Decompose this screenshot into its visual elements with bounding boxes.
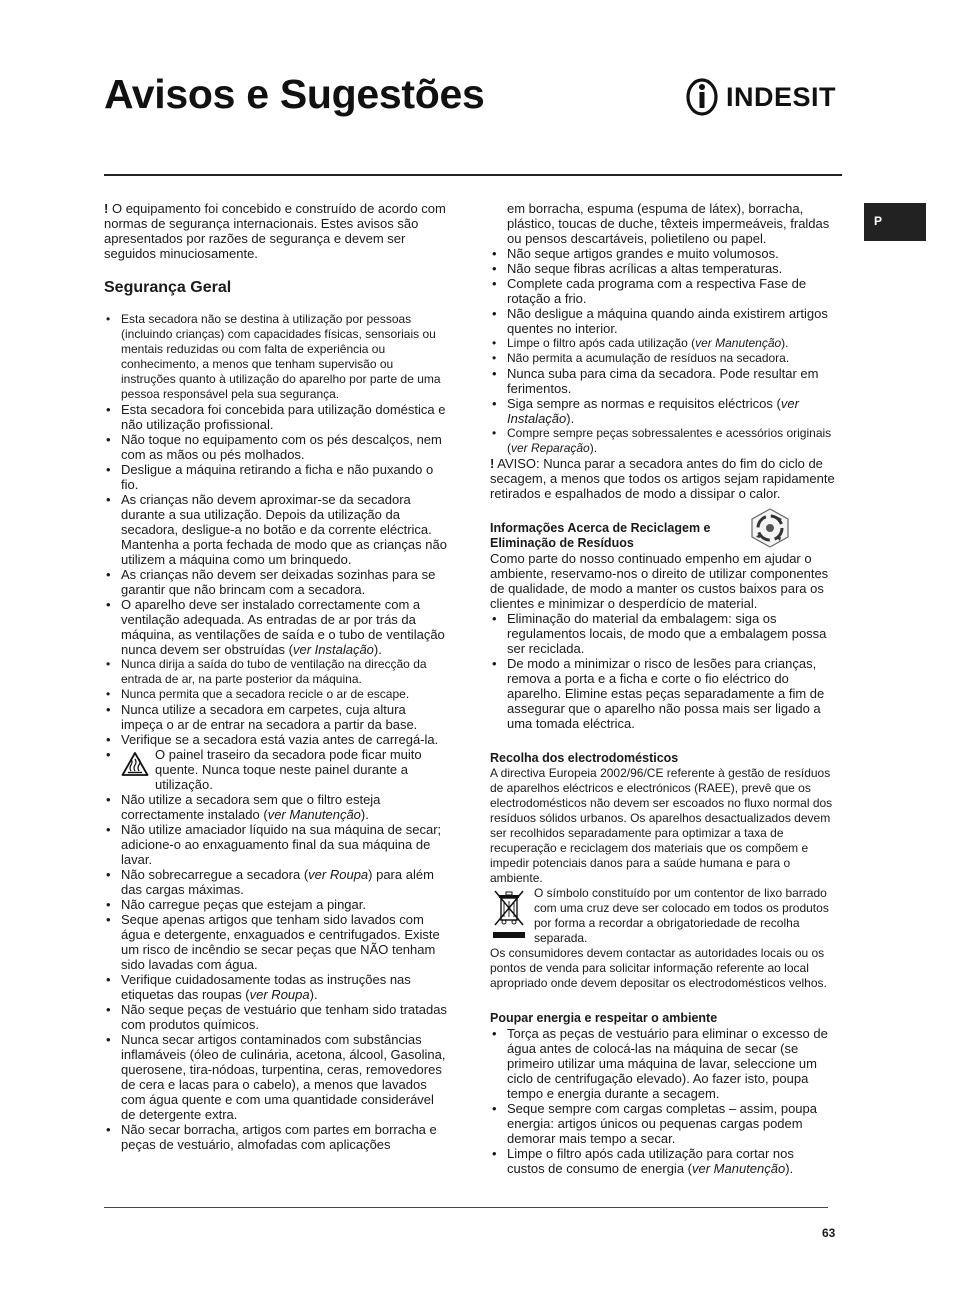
list-item: • Nunca dirija a saída do tubo de ventilação na direcção da entrada de ar, na parte posterior da máquina. [104, 657, 449, 687]
language-tab [864, 203, 926, 241]
indesit-logo-icon [684, 76, 724, 118]
cross-reference: ver Instalação [292, 642, 374, 657]
list-item: • As crianças não devem aproximar-se da secadora durante a sua utilização. Depois da utilização da secadora, desligue-a no botão e da corrente eléctrica. Mantenha a porta fechada de modo que as crianças não utilizem a máquina como um brinquedo. [104, 492, 449, 567]
list-item: • Torça as peças de vestuário para eliminar o excesso de água antes de colocá-las na máquina de secar (se primeiro utilizar uma máquina de lavar, seleccione um ciclo de centrifugação elevado). Ao fazer isto, poupa tempo e energia durante a secagem. [490, 1026, 835, 1101]
intro-paragraph [104, 201, 449, 261]
list-item [104, 747, 449, 792]
right-column [490, 201, 835, 1176]
recycling-list [490, 611, 835, 731]
list-item: • Siga sempre as normas e requisitos eléctricos (ver Instalação). [490, 396, 835, 426]
energy-heading: Poupar energia e respeitar o ambiente [490, 1011, 718, 1025]
recycling-text: Como parte do nosso continuado empenho em ajudar o ambiente, reservamo-nos o direito de utilizar componentes de qualidade, de modo a manter os custos baixos para os clientes e minimizar o desperdício de material. [490, 551, 829, 611]
list-item: • Nunca suba para cima da secadora. Pode resultar em ferimentos. [490, 366, 835, 396]
weee-symbol-row [490, 886, 835, 946]
safety-list [104, 312, 449, 1152]
list-item: • Não permita a acumulação de resíduos na secadora. [490, 351, 835, 366]
brand-logo [684, 76, 844, 118]
list-item: • Não sobrecarregue a secadora (ver Roupa) para além das cargas máximas. [104, 867, 449, 897]
list-item-continuation: em borracha, espuma (espuma de látex), borracha, plástico, toucas de duche, têxteis impermeáveis, fraldas ou pensos descartáveis, polietileno ou papel. [507, 201, 830, 246]
list-item: • Seque sempre com cargas completas – assim, poupa energia: artigos únicos ou pequenas cargas podem demorar mais tempo a secar. [490, 1101, 835, 1146]
list-item: • Esta secadora não se destina à utilização por pessoas (incluindo crianças) com capacidades físicas, sensoriais ou mentais reduzidas ou com falta de experiência ou conhecimento, a menos que tenham supervisão ou instruções quanto à utilização do aparelho por parte de uma pessoa responsável pela sua segurança. [104, 312, 449, 402]
list-item: • Complete cada programa com a respectiva Fase de rotação a frio. [490, 276, 835, 306]
left-column [104, 201, 449, 1152]
list-item: • Não seque fibras acrílicas a altas temperaturas. [490, 261, 835, 276]
list-item: • Não seque artigos grandes e muito volumosos. [490, 246, 835, 261]
list-item: • Esta secadora foi concebida para utilização doméstica e não utilização profissional. [104, 402, 449, 432]
cross-reference: ver Manutenção [695, 336, 782, 350]
list-item: • Não carregue peças que estejam a pingar. [104, 897, 449, 912]
safety-list-continued [490, 246, 835, 456]
intro-mark: ! [104, 201, 109, 216]
list-item: • Não utilize a secadora sem que o filtro esteja correctamente instalado (ver Manutenção). [104, 792, 449, 822]
list-item: • Seque apenas artigos que tenham sido lavados com água e detergente, enxaguados e centrifugados. Existe um risco de incêndio se secar peças que NÃO tenham sido lavadas com água. [104, 912, 449, 972]
weee-symbol-text: O símbolo constituído por um contentor de lixo barrado com uma cruz deve ser colocado em todos os produtos por forma a recordar a obrigatoriedade de recolha separada. [534, 886, 829, 945]
list-item: • As crianças não devem ser deixadas sozinhas para se garantir que não brincam com a secadora. [104, 567, 449, 597]
cross-reference: ver Reparação [511, 441, 590, 455]
hot-surface-warning-icon [121, 751, 149, 777]
list-item: • Eliminação do material da embalagem: siga os regulamentos locais, de modo que a embalagem possa ser reciclada. [490, 611, 835, 656]
footer-rule [104, 1207, 828, 1208]
list-item: • De modo a minimizar o risco de lesões para crianças, remova a porta e a ficha e corte o fio eléctrico do aparelho. Elimine estas peças separadamente a fim de assegurar que o aparelho não possa mais ser ligado a uma tomada eléctrica. [490, 656, 835, 731]
recycling-section [490, 521, 835, 551]
recycling-icon [748, 507, 792, 549]
weee-text: A directiva Europeia 2002/96/CE referente à gestão de resíduos de aparelhos eléctricos e electrónicos (RAEE), prevê que os electrodomésticos não devem ser escoados no fluxo normal dos resíduos sólidos urbanos. Os aparelhos desactualizados devem ser recolhidos separadamente para optimizar a taxa de recuperação e reciclagem dos materiais que os compõem e impedir potenciais danos para a saúde humana e para o ambiente. [490, 766, 833, 885]
list-item: • Desligue a máquina retirando a ficha e não puxando o fio. [104, 462, 449, 492]
cross-reference: ver Manutenção [267, 807, 361, 822]
page-number: 63 [822, 1226, 836, 1240]
cross-reference: ver Roupa [308, 867, 369, 882]
cross-reference: ver Roupa [249, 987, 310, 1002]
warning-paragraph [490, 456, 835, 501]
warning-mark: ! [490, 456, 495, 471]
energy-list [490, 1026, 835, 1176]
list-item: • Limpe o filtro após cada utilização (ver Manutenção). [490, 336, 835, 351]
list-item: • O aparelho deve ser instalado correctamente com a ventilação adequada. As entradas de ar por trás da máquina, as ventilações de saída e o tubo de ventilação nunca devem ser obstruídas (ver Instalação). [104, 597, 449, 657]
list-item: • Nunca secar artigos contaminados com substâncias inflamáveis (óleo de culinária, acetona, álcool, Gasolina, querosene, tira-nódoas, turpentina, ceras, removedores de cera e lacas para o cabelo), a menos que lavados com água quente e com uma quantidade considerável de detergente extra. [104, 1032, 449, 1122]
list-item: • Não desligue a máquina quando ainda existirem artigos quentes no interior. [490, 306, 835, 336]
crossed-bin-icon [492, 888, 526, 940]
weee-heading: Recolha dos electrodomésticos [490, 751, 679, 765]
hot-panel-text: • O painel traseiro da secadora pode ficar muito quente. Nunca toque neste painel durante a utilização. [155, 747, 422, 792]
list-item: • Compre sempre peças sobressalentes e acessórios originais (ver Reparação). [490, 426, 835, 456]
list-item: • Verifique cuidadosamente todas as instruções nas etiquetas das roupas (ver Roupa). [104, 972, 449, 1002]
list-item: • Não toque no equipamento com os pés descalços, nem com as mãos ou pés molhados. [104, 432, 449, 462]
list-item: • Não utilize amaciador líquido na sua máquina de secar; adicione-o ao enxaguamento final da sua máquina de lavar. [104, 822, 449, 867]
weee-contact-text: Os consumidores devem contactar as autoridades locais ou os pontos de venda para solicitar informação referente ao local apropriado onde devem depositar os electrodomésticos velhos. [490, 946, 827, 990]
list-item: • Limpe o filtro após cada utilização para cortar nos custos de consumo de energia (ver Manutenção). [490, 1146, 835, 1176]
list-item: • Verifique se a secadora está vazia antes de carregá-la. [104, 732, 449, 747]
list-item: • Nunca utilize a secadora em carpetes, cuja altura impeça o ar de entrar na secadora a partir da base. [104, 702, 449, 732]
intro-text: O equipamento foi concebido e construído de acordo com normas de segurança internacionais. Estes avisos são apresentados por razões de segurança e devem ser seguidos minuciosamente. [104, 201, 446, 261]
cross-reference: ver Manutenção [692, 1161, 786, 1176]
list-item: • Nunca permita que a secadora recicle o ar de escape. [104, 687, 449, 702]
warning-text: AVISO: Nunca parar a secadora antes do fim do ciclo de secagem, a menos que todos os artigos sejam rapidamente retirados e espalhados de modo a dissipar o calor. [490, 456, 835, 501]
page-title: Avisos e Sugestões [104, 71, 485, 117]
header-rule [104, 174, 842, 176]
brand-name: INDESIT [726, 82, 837, 112]
list-item: • Não secar borracha, artigos com partes em borracha e peças de vestuário, almofadas com aplicações [104, 1122, 449, 1152]
general-safety-heading: Segurança Geral [104, 279, 232, 296]
cross-reference: ver Instalação [507, 396, 799, 426]
recycling-heading-line1: Informações Acerca de Reciclagem e [490, 521, 711, 535]
recycling-heading-line2: Eliminação de Resíduos [490, 536, 634, 550]
language-tab-label: P [874, 214, 883, 228]
list-item: • Não seque peças de vestuário que tenham sido tratadas com produtos químicos. [104, 1002, 449, 1032]
